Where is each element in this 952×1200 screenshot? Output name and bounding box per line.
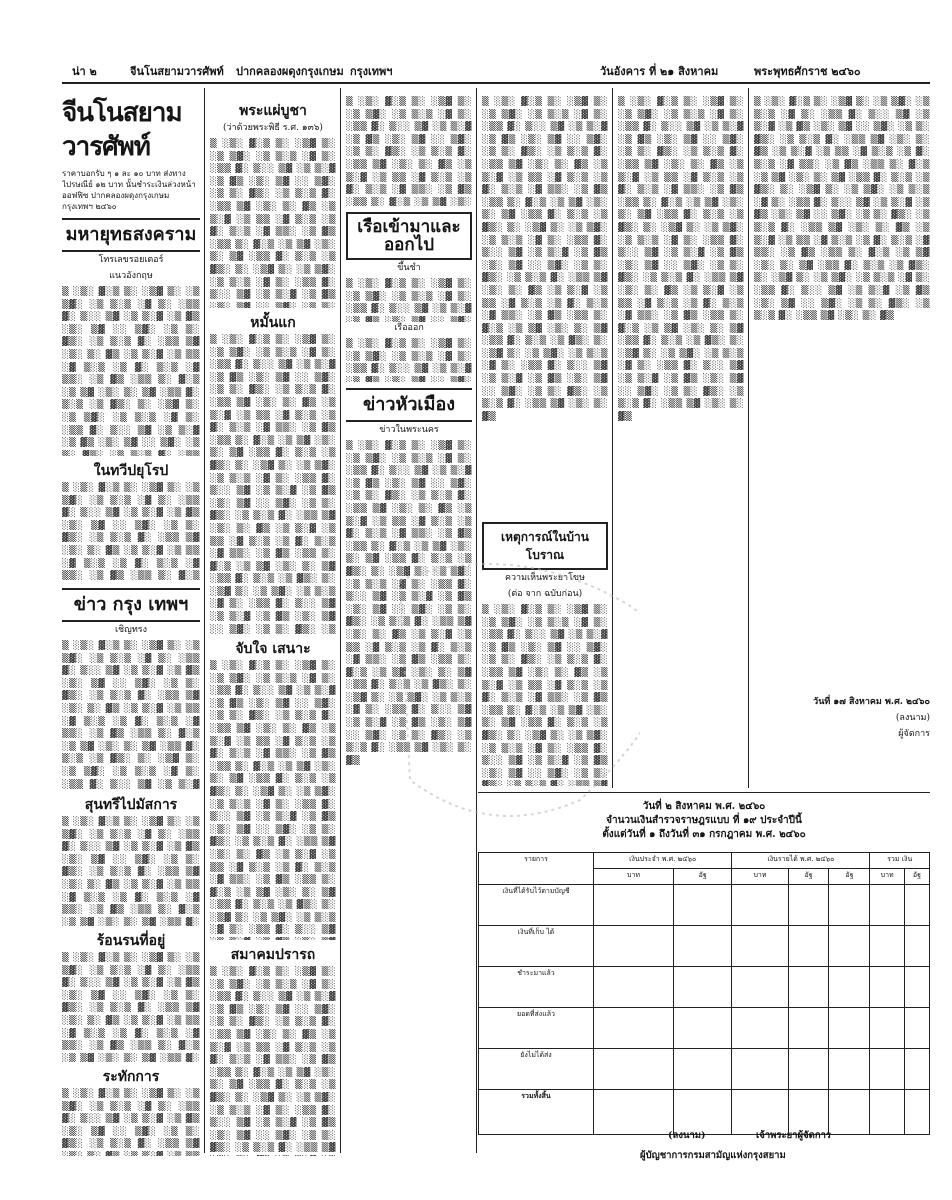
header-newspaper: จีนโนสยามวารศัพท์	[130, 65, 224, 78]
section-subtitle: เรือออก	[394, 323, 424, 333]
unit-baht: บาท	[594, 869, 674, 885]
column-2	[210, 96, 336, 1156]
header-rule	[62, 82, 930, 84]
row-label: เงินที่เก็บ ได้	[479, 926, 594, 967]
section-title: สุนทรีไปมัสการ	[84, 797, 178, 813]
section-title-war: มหายุทธสงคราม	[62, 218, 200, 252]
notice-signature-name: (ลงนาม)	[895, 713, 930, 723]
section-title-shipping: เรือเข้ามาและออกไป	[346, 212, 472, 260]
notice-signature-label: ผู้จัดการ	[898, 729, 930, 739]
section-title: สมาคมปรารถ	[230, 947, 316, 963]
statement-table	[478, 852, 930, 1135]
column-divider	[340, 88, 341, 1153]
section-title: จับใจ เสนาะ	[235, 641, 311, 657]
article-text	[62, 816, 200, 926]
article-text	[210, 966, 336, 1156]
section-subtitle: (ว่าด้วยพระพิธี ร.ศ. ๑๓๖)	[223, 123, 323, 133]
unit-baht: บาท	[870, 869, 904, 885]
section-title: พระแผ่บูชา	[239, 103, 307, 119]
header-location: ปากคลองผดุงกรุงเกษม	[236, 65, 344, 78]
unit-baht: บาท	[732, 869, 788, 885]
section-subtitle: ขึ้นชำ	[397, 263, 421, 273]
section-title-events: เหตุการณ์ในบ้านโบราณ	[482, 522, 608, 570]
article-text	[62, 482, 200, 582]
row-label: ยอดที่ส่งแล้ว	[479, 1008, 594, 1049]
header-year: พระพุทธศักราช ๒๔๖๐	[754, 65, 861, 78]
financial-statement	[478, 800, 930, 1160]
article-text	[210, 334, 336, 634]
masthead-subscription: ราคาบอกรับ ๆ ๑ ละ ๑๐ บาท ส่งทางไปรษณีย์ ๑๒ บาท นั้นชำระเงินล่วงหน้า	[62, 169, 196, 189]
section-title-europe: ในทวีปยุโรป	[93, 463, 169, 479]
row-label: ยังไม่ได้ส่ง	[479, 1049, 594, 1090]
statement-signature-name: (ลงนาม)	[668, 1130, 706, 1141]
header-item: รายการ	[479, 853, 594, 885]
article-text	[62, 952, 200, 1062]
statement-title: จำนวนเงินสำรวจราษฎรแบบ ที่ ๑๙ ประจำปีนี้	[606, 815, 802, 826]
table-row	[479, 926, 930, 967]
section-title-provincial-news: ข่าวหัวเมือง	[346, 388, 472, 422]
section-subtitle-reuters: โทรเลขรอยเตอร์	[98, 255, 164, 265]
statement-period: ตั้งแต่วันที่ ๑ ถึงวันที่ ๓๑ กรกฎาคม พ.ศ. ๒๔๖๐	[602, 829, 806, 840]
section-subtitle: ความเห็นพระยาโขษ	[504, 573, 586, 583]
section-subtitle: ข่าวในพระนคร	[379, 425, 439, 435]
header-date: วันอังคาร ที่ ๒๑ สิงหาคม	[600, 65, 719, 78]
section-title: หมั้นแก	[250, 315, 296, 331]
faded-stamp-mark	[380, 540, 640, 840]
column-6	[754, 96, 930, 786]
article-text	[62, 1088, 200, 1156]
article-text	[62, 286, 200, 456]
header-col-b: เงินรายได้ พ.ศ. ๒๔๖๐	[732, 853, 870, 869]
section-subtitle: เชิญทรง	[114, 625, 147, 635]
section-title: ร้อนรนที่อยู่	[96, 933, 166, 949]
article-text	[346, 96, 472, 206]
table-row	[479, 1049, 930, 1090]
row-label: ชำระมาแล้ว	[479, 967, 594, 1008]
article-text	[346, 278, 472, 322]
statement-signature-footer: ผู้บัญชาการกรมสามัญแห่งกรุงสยาม	[640, 1150, 786, 1161]
article-text	[210, 660, 336, 940]
header-city: กรุงเทพฯ	[350, 65, 393, 78]
total-label: รวมทั้งสิ้น	[479, 1090, 594, 1135]
statement-date: วันที่ ๒ สิงหาคม พ.ศ. ๒๔๖๐	[642, 801, 766, 812]
unit-att: อัฐ	[904, 869, 929, 885]
article-text	[210, 138, 336, 308]
section-title: ระทักการ	[102, 1069, 160, 1085]
article-text	[62, 640, 200, 790]
masthead-office: ออฟฟิซ ปากคลองผดุงกรุงเกษม กรุงเทพฯ ๒๔๖๐	[62, 191, 170, 211]
header-col-c: รวม เงิน	[870, 853, 930, 869]
page-number: น่า ๒	[72, 65, 97, 78]
unit-att: อัฐ	[788, 869, 829, 885]
notice-date-line: วันที่ ๑๗ สิงหาคม พ.ศ. ๒๔๖๐	[813, 697, 930, 707]
article-text	[754, 96, 930, 696]
row-label: เงินที่ได้รับไว้ตามบัญชี	[479, 885, 594, 926]
column-divider	[204, 88, 205, 1153]
section-title-bangkok-news: ข่าว กรุง เทพฯ	[62, 588, 200, 622]
article-text	[346, 338, 472, 382]
statement-signature-role: เจ้าพระยาผู้จัดการ	[756, 1130, 832, 1141]
section-subtitle: (ต่อ จาก ฉบับก่อน)	[507, 589, 583, 599]
table-row	[479, 1008, 930, 1049]
column-1	[62, 96, 200, 1156]
unit-att: อัฐ	[829, 869, 870, 885]
masthead-title: จีนโนสยามวารศัพท์	[62, 98, 182, 162]
header-col-a: เงินประจำ พ.ศ. ๒๔๖๐	[594, 853, 732, 869]
unit-att: อัฐ	[674, 869, 732, 885]
article-text	[482, 96, 608, 516]
table-row	[479, 885, 930, 926]
column-divider	[748, 88, 749, 788]
section-subtitle-english: แนวอังกฤษ	[109, 271, 153, 281]
table-row	[479, 967, 930, 1008]
